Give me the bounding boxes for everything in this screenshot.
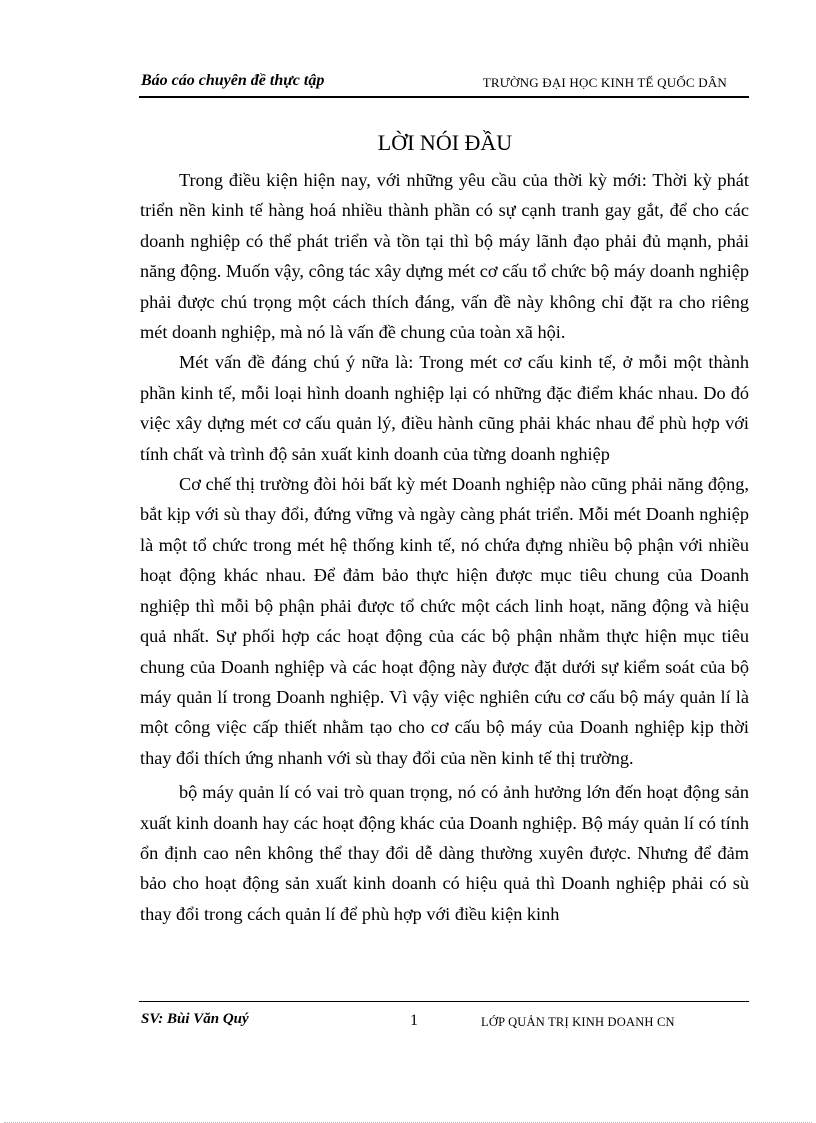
paragraph: Mét vấn đề đáng chú ý nữa là: Trong mét cơ cấu kinh tế, ở mỗi một thành phần kinh tế, mỗi loại hình doanh nghiệp lại có những đặc điểm khác nhau. Do đó việc xây dựng mét cơ cấu quản lý, điều hành cũng phải khác nhau để phù hợp với tính chất và trình độ sản xuất kinh doanh của từng doanh nghiệp <box>140 352 749 464</box>
student-name: SV: Bùi Văn Quý <box>141 1011 249 1027</box>
document-title: LỜI NÓI ĐẦU <box>377 130 513 155</box>
report-title: Báo cáo chuyên đề thực tập <box>141 72 325 89</box>
document-body <box>140 165 749 929</box>
class-name: LỚP QUẢN TRỊ KINH DOANH CN <box>481 1015 675 1029</box>
paragraph: bộ máy quản lí có vai trò quan trọng, nó có ảnh hưởng lớn đến hoạt động sản xuất kinh doanh hay các hoạt động khác của Doanh nghiệp. Bộ máy quản lí có tính ổn định cao nên không thể thay đổi dễ dàng thường xuyên được. Nhưng để đảm bảo cho hoạt động sản xuất kinh doanh có hiệu quả thì Doanh nghiệp phải có sù thay đổi trong cách quản lí để phù hợp với điều kiện kinh <box>140 782 749 924</box>
school-name: TRƯỜNG ĐẠI HỌC KINH TẾ QUỐC DÂN <box>482 75 727 90</box>
paragraph: Cơ chế thị trường đòi hỏi bất kỳ mét Doanh nghiệp nào cũng phải năng động, bắt kịp với sù thay đổi, đứng vững và ngày càng phát triển. Mỗi mét Doanh nghiệp là một tổ chức trong mét hệ thống kinh tế, nó chứa đựng nhiều bộ phận với nhiều hoạt động khác nhau. Để đảm bảo thực hiện được mục tiêu chung của Doanh nghiệp thì mỗi bộ phận phải được tổ chức một cách linh hoạt, năng động và hiệu quả nhất. Sự phối hợp các hoạt động của các bộ phận nhằm thực hiện mục tiêu chung của Doanh nghiệp và các hoạt động này được đặt dưới sự kiểm soát của bộ máy quản lí trong Doanh nghiệp. Vì vậy việc nghiên cứu cơ cấu bộ máy quản lí là một công việc cấp thiết nhằm tạo cho cơ cấu bộ máy của Doanh nghiệp kịp thời thay đổi thích ứng nhanh với sù thay đổi của nền kinh tế thị trường. <box>140 474 749 768</box>
page-number: 1 <box>410 1012 418 1029</box>
page-header <box>139 70 749 98</box>
paragraph: Trong điều kiện hiện nay, với những yêu cầu của thời kỳ mới: Thời kỳ phát triển nền kinh tế hàng hoá nhiều thành phần có sự cạnh tranh gay gắt, để cho các doanh nghiệp có thể phát triển và tồn tại thì bộ máy lãnh đạo phải đủ mạnh, phải năng động. Muốn vậy, công tác xây dựng mét cơ cấu tổ chức bộ máy doanh nghiệp phải được chú trọng một cách thích đáng, vấn đề này không chỉ đặt ra cho riêng mét doanh nghiệp, mà nó là vấn đề chung của toàn xã hội. <box>140 170 749 343</box>
page-footer <box>139 1001 749 1032</box>
